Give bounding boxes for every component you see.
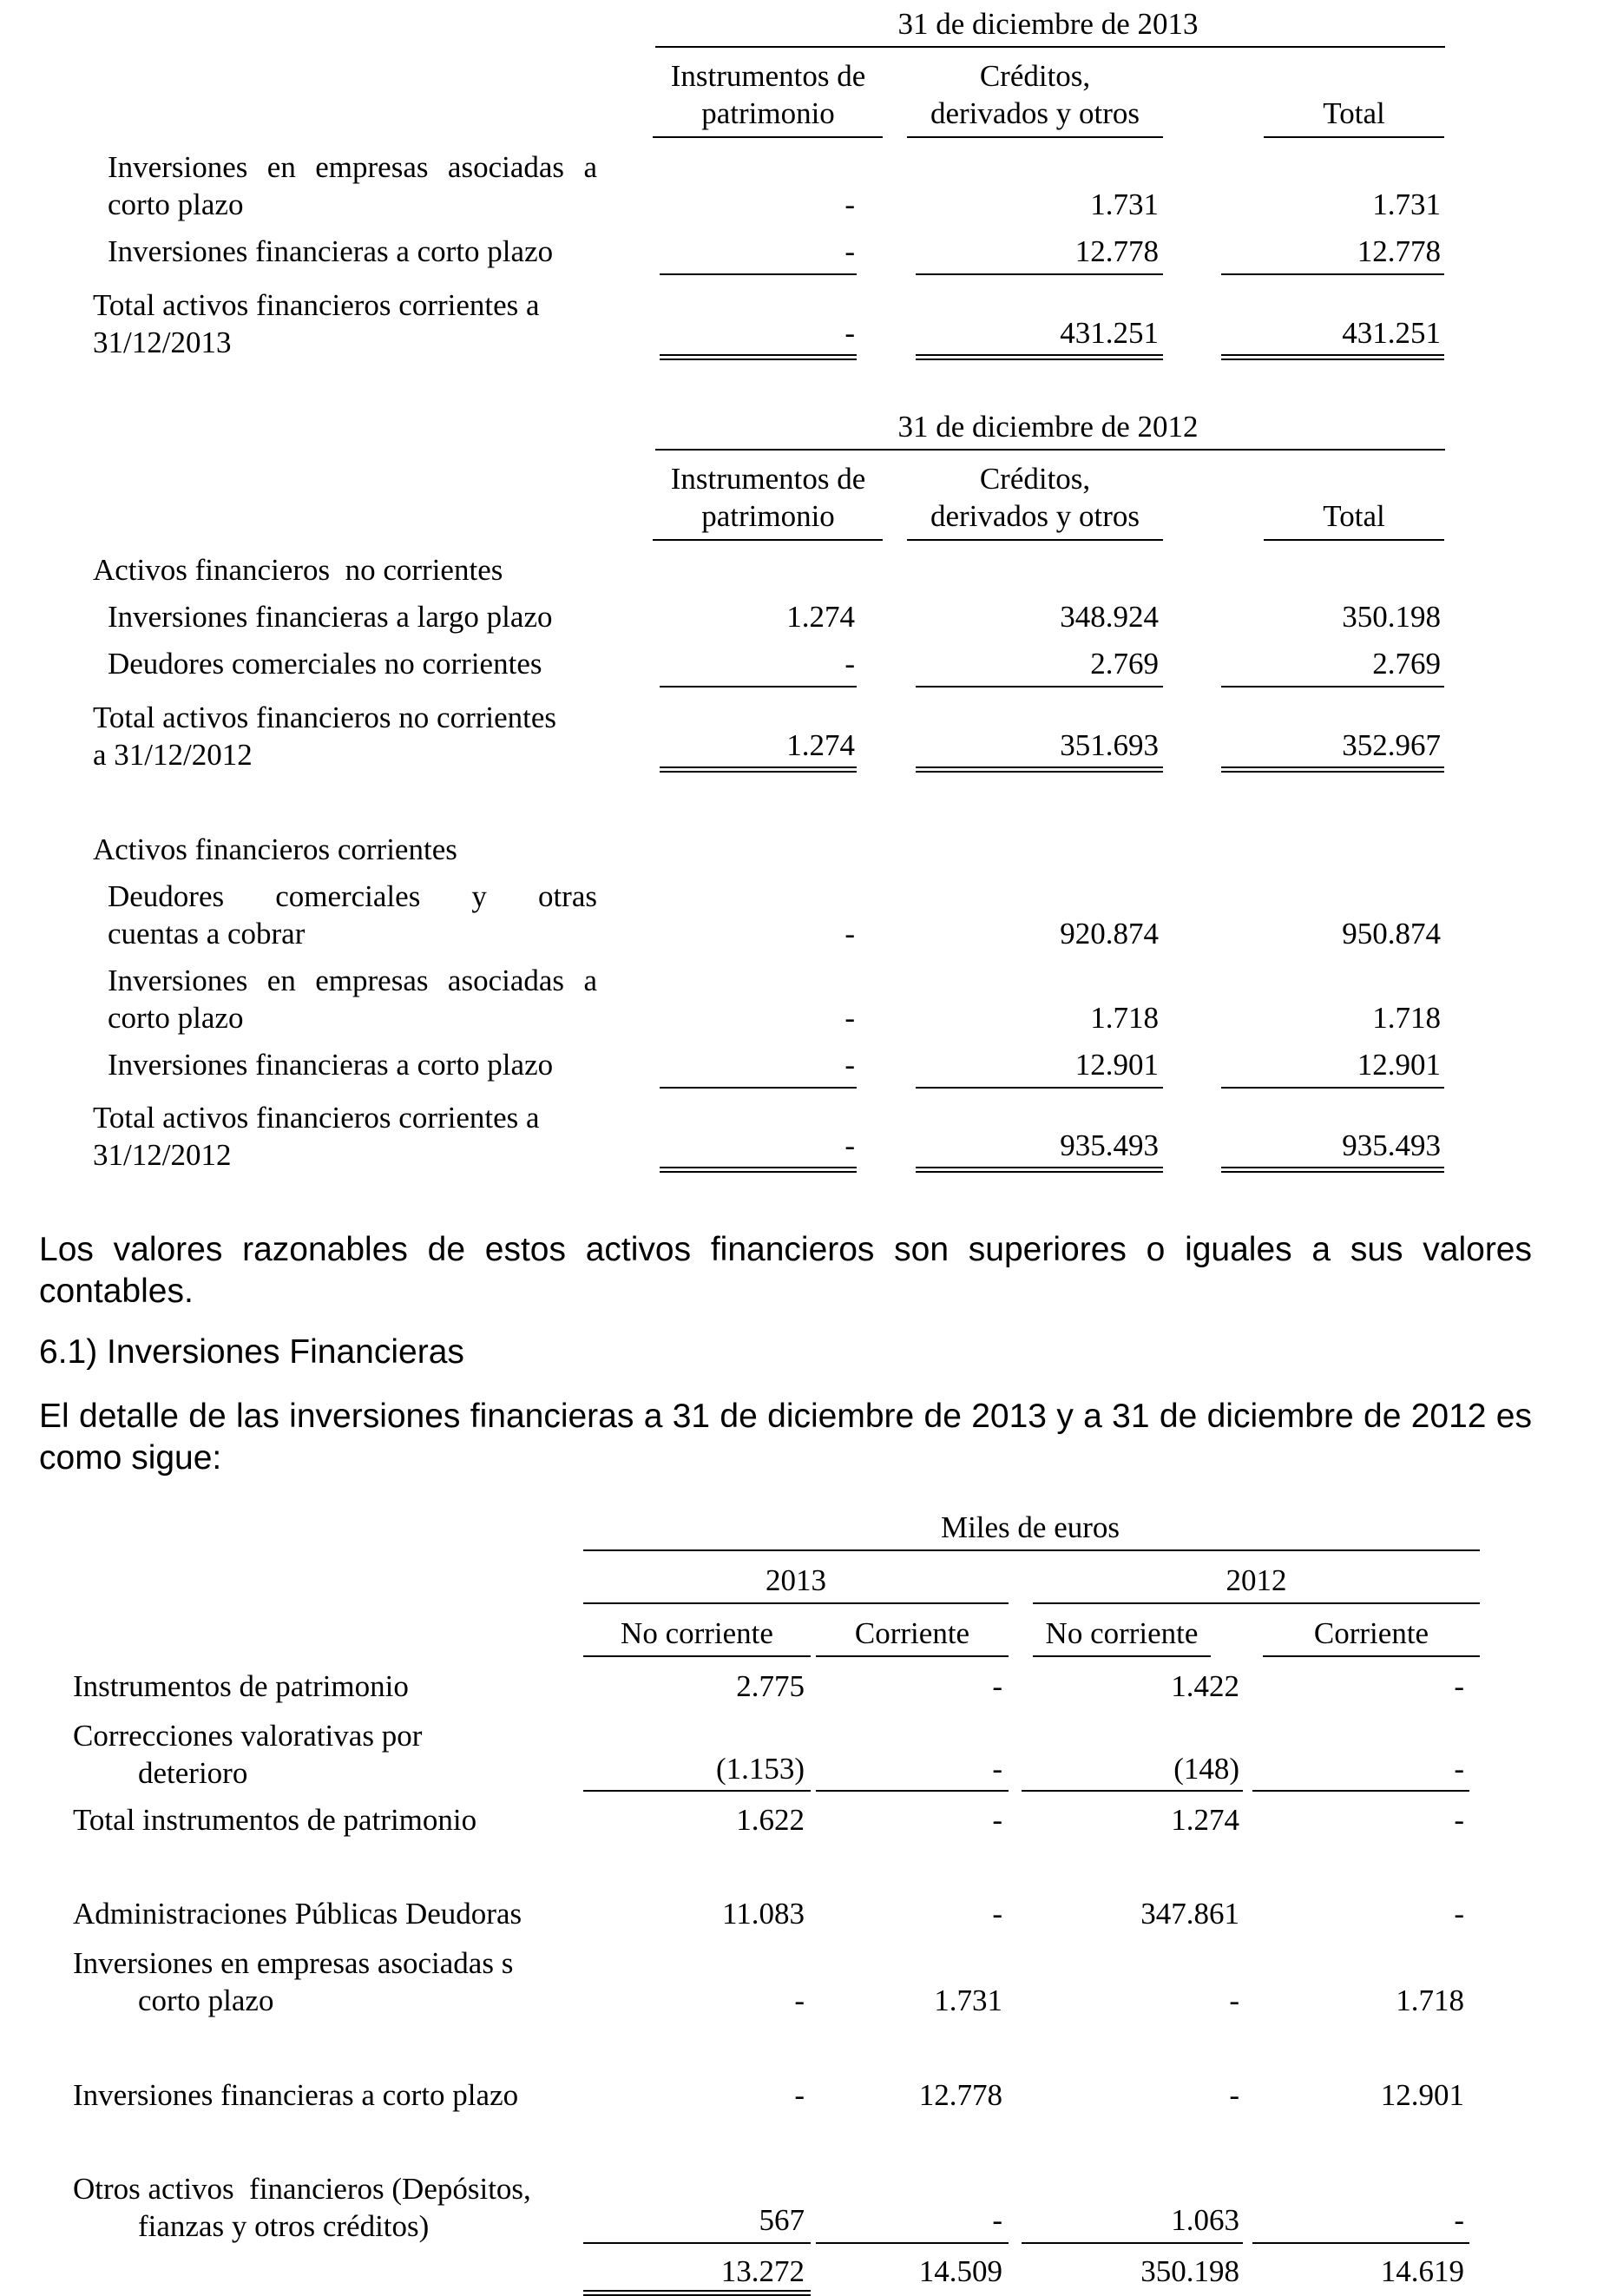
period-rule [655, 449, 1445, 451]
col-header-total: Total [1323, 96, 1385, 130]
row-label: Inversiones financieras a largo plazo [108, 600, 553, 634]
row-label: Inversiones financieras a corto plazo [73, 2078, 519, 2112]
total-credit: 351.693 [1060, 728, 1159, 762]
subtotal-rule [1221, 273, 1444, 275]
total-double-rule [1221, 1167, 1444, 1173]
cell-nc-2013: 11.083 [722, 1897, 805, 1931]
row-label-cont: corto plazo [108, 187, 244, 221]
header-rule-credit [907, 136, 1163, 138]
cell-nc-2012: - [1229, 1984, 1239, 2017]
cell-nc-2012: 1.422 [1171, 1669, 1239, 1703]
total-double-rule [1221, 766, 1444, 773]
header-rule-equity [653, 136, 883, 138]
cell-nc-2013: (1.153) [715, 1752, 805, 1786]
cell-credit: 1.718 [1090, 1001, 1159, 1035]
cell-equity: - [844, 234, 855, 268]
row-label: Otros activos financieros (Depósitos, [73, 2172, 531, 2206]
col-rule [1033, 1655, 1211, 1657]
total-double-rule [660, 1167, 857, 1173]
col-rule [1263, 1655, 1480, 1657]
col-header-total: Total [1323, 499, 1385, 533]
subtotal-rule [660, 1087, 857, 1089]
cell-c-2012: 12.901 [1380, 2078, 1464, 2112]
cell-c-2013: - [992, 2203, 1002, 2237]
period-header-2013: 31 de diciembre de 2013 [897, 7, 1199, 41]
total-double-rule [583, 2290, 811, 2296]
period-header-2012: 31 de diciembre de 2012 [897, 410, 1199, 444]
total-nc-2013: 13.272 [720, 2254, 805, 2288]
row-label-cont: cuentas a cobrar [108, 917, 306, 951]
period-rule [655, 46, 1445, 48]
year-header-2013: 2013 [766, 1563, 826, 1597]
total-label: Total activos financieros corrientes a [93, 288, 540, 322]
fair-value-paragraph: Los valores razonables de estos activos financieros son superiores o iguales a sus valores contables. [39, 1231, 1532, 1310]
cell-equity: - [844, 1048, 855, 1082]
total-equity: 1.274 [786, 728, 855, 762]
cell-nc-2013: 2.775 [736, 1669, 805, 1703]
cell-c-2013: 1.731 [934, 1984, 1002, 2017]
cell-credit: 920.874 [1060, 917, 1159, 951]
total-double-rule [660, 766, 857, 773]
cell-total: 950.874 [1342, 917, 1441, 951]
col-header-credit: Créditos, derivados y otros [930, 462, 1140, 533]
cell-nc-2012: - [1229, 2078, 1239, 2112]
cell-total: 2.769 [1372, 647, 1441, 681]
cell-nc-2013: - [794, 1984, 805, 2017]
total-equity: - [844, 316, 855, 350]
header-rule-total [1264, 539, 1444, 541]
row-label: Deudores comerciales y otras [108, 879, 597, 913]
cell-total: 1.718 [1372, 1001, 1441, 1035]
year-header-2012: 2012 [1226, 1563, 1287, 1597]
header-rule-equity [653, 539, 883, 541]
total-double-rule [1221, 354, 1444, 360]
cell-nc-2012: (148) [1173, 1752, 1239, 1786]
header-rule-credit [907, 539, 1163, 541]
row-label: Inversiones en empresas asociadas s [73, 1946, 514, 1980]
total-label: Total activos financieros no corrientes [93, 701, 557, 734]
row-label: Instrumentos de patrimonio [73, 1669, 409, 1703]
year-rule [583, 1602, 1009, 1604]
subtotal-rule [583, 1790, 811, 1792]
row-label: Inversiones financieras a corto plazo [108, 234, 554, 268]
cell-c-2013: 12.778 [918, 2078, 1002, 2112]
col-header-equity: Instrumentos de patrimonio [670, 462, 866, 533]
row-label: Correcciones valorativas por [73, 1719, 423, 1753]
intro-paragraph: El detalle de las inversiones financieras a 31 de diciembre de 2013 y a 31 de diciembre de 2012 es como sigue: [39, 1398, 1532, 1477]
cell-c-2012: 1.718 [1396, 1984, 1464, 2017]
cell-c-2012: - [1454, 1897, 1464, 1931]
unit-header: Miles de euros [940, 1510, 1120, 1544]
cell-total: 12.778 [1357, 234, 1441, 268]
subtotal-rule [1252, 1790, 1469, 1792]
cell-equity: - [844, 917, 855, 951]
cell-credit: 1.731 [1090, 187, 1159, 221]
cell-nc-2013: 567 [759, 2203, 805, 2237]
row-label: Administraciones Públicas Deudoras [73, 1897, 522, 1931]
subtotal-rule [1022, 2242, 1243, 2244]
subtotal-rule [816, 1790, 1009, 1792]
subtotal-rule [1221, 686, 1444, 687]
subtotal-rule [660, 686, 857, 687]
row-label-cont: corto plazo [138, 1984, 274, 2017]
total-total: 431.251 [1342, 316, 1441, 350]
cell-equity: - [844, 187, 855, 221]
row-label: Inversiones en empresas asociadas a [108, 964, 597, 997]
subtotal-rule [583, 2242, 811, 2244]
cell-c-2012: - [1454, 1669, 1464, 1703]
cell-nc-2012: 1.063 [1171, 2203, 1239, 2237]
cell-c-2013: - [992, 1669, 1002, 1703]
subtotal-rule [1022, 1790, 1243, 1792]
total-label: Total activos financieros corrientes a [93, 1101, 540, 1135]
col-header-c-2012: Corriente [1313, 1616, 1429, 1650]
cell-c-2013: - [992, 1752, 1002, 1786]
subtotal-rule [916, 1087, 1163, 1089]
col-header-c-2013: Corriente [854, 1616, 970, 1650]
total-equity: - [844, 1128, 855, 1162]
total-c-2012: 14.619 [1380, 2254, 1464, 2288]
total-double-rule [916, 354, 1163, 360]
col-header-equity: Instrumentos de patrimonio [670, 59, 866, 130]
subtotal-rule [916, 273, 1163, 275]
row-label: Deudores comerciales no corrientes [108, 647, 542, 681]
total-credit: 431.251 [1060, 316, 1159, 350]
total-total: 935.493 [1342, 1128, 1441, 1162]
row-label-cont: fianzas y otros créditos) [138, 2209, 430, 2243]
year-rule [1033, 1602, 1480, 1604]
cell-c-2012: - [1454, 1803, 1464, 1837]
total-double-rule [916, 1167, 1163, 1173]
total-label-cont: 31/12/2012 [93, 1138, 232, 1172]
col-rule [816, 1655, 1009, 1657]
subtotal-rule [660, 273, 857, 275]
total-credit: 935.493 [1060, 1128, 1159, 1162]
total-nc-2012: 350.198 [1140, 2254, 1239, 2288]
row-label: Inversiones financieras a corto plazo [108, 1048, 554, 1082]
unit-rule [583, 1549, 1480, 1551]
cell-credit: 12.901 [1074, 1048, 1159, 1082]
cell-credit: 348.924 [1060, 600, 1159, 634]
col-header-credit: Créditos, derivados y otros [930, 59, 1140, 130]
cell-total: 350.198 [1342, 600, 1441, 634]
row-label-cont: corto plazo [108, 1001, 244, 1035]
cell-c-2013: - [992, 1803, 1002, 1837]
cell-credit: 12.778 [1074, 234, 1159, 268]
cell-equity: - [844, 1001, 855, 1035]
subtotal-rule [816, 2242, 1009, 2244]
section-title: 6.1) Inversiones Financieras [39, 1333, 464, 1371]
cell-total: 12.901 [1357, 1048, 1441, 1082]
total-double-rule [916, 766, 1163, 773]
row-label: Inversiones en empresas asociadas a [108, 150, 597, 184]
header-rule-total [1264, 136, 1444, 138]
subtotal-rule [1221, 1087, 1444, 1089]
cell-nc-2012: 1.274 [1171, 1803, 1239, 1837]
cell-c-2012: - [1454, 1752, 1464, 1786]
cell-nc-2012: 347.861 [1140, 1897, 1239, 1931]
cell-nc-2013: - [794, 2078, 805, 2112]
total-label-cont: a 31/12/2012 [93, 738, 253, 772]
cell-c-2012: - [1454, 2203, 1464, 2237]
cell-equity: - [844, 647, 855, 681]
row-label: Total instrumentos de patrimonio [73, 1803, 477, 1837]
row-label-cont: deterioro [138, 1756, 248, 1790]
total-double-rule [660, 354, 857, 360]
cell-nc-2013: 1.622 [736, 1803, 805, 1837]
subtotal-rule [916, 686, 1163, 687]
subtotal-rule [1252, 2242, 1469, 2244]
cell-c-2013: - [992, 1897, 1002, 1931]
section-header-noncurrent: Activos financieros no corrientes [93, 553, 503, 587]
col-header-nc-2013: No corriente [621, 1616, 773, 1650]
total-total: 352.967 [1342, 728, 1441, 762]
cell-total: 1.731 [1372, 187, 1441, 221]
cell-credit: 2.769 [1090, 647, 1159, 681]
total-c-2013: 14.509 [918, 2254, 1002, 2288]
total-label-cont: 31/12/2013 [93, 326, 232, 359]
cell-equity: 1.274 [786, 600, 855, 634]
col-header-nc-2012: No corriente [1045, 1616, 1199, 1650]
col-rule [583, 1655, 811, 1657]
section-header-current: Activos financieros corrientes [93, 832, 457, 866]
